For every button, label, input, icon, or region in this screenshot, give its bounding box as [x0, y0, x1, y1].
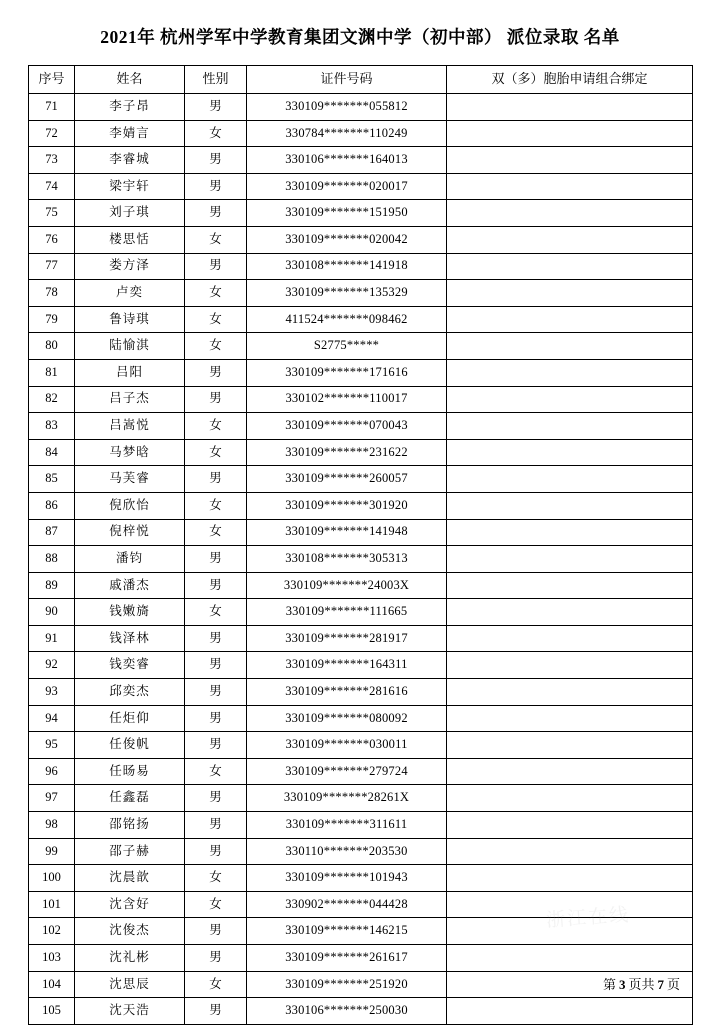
table-row — [29, 971, 693, 998]
cell-twin — [447, 466, 693, 493]
cell-name: 任炬仰 — [75, 705, 185, 732]
cell-index: 92 — [29, 652, 75, 679]
table-row — [29, 333, 693, 360]
cell-sex: 男 — [185, 200, 247, 227]
cell-id: 330109*******231622 — [247, 439, 447, 466]
cell-twin — [447, 652, 693, 679]
roster-table — [28, 65, 693, 1025]
cell-id: 330106*******250030 — [247, 998, 447, 1025]
cell-sex: 男 — [185, 173, 247, 200]
cell-name: 吕嵩悦 — [75, 413, 185, 440]
cell-index: 76 — [29, 226, 75, 253]
cell-id: 330109*******146215 — [247, 918, 447, 945]
column-header-sex: 性别 — [185, 66, 247, 94]
cell-index: 82 — [29, 386, 75, 413]
cell-id: S2775***** — [247, 333, 447, 360]
footer-total-pages: 7 — [657, 977, 664, 992]
cell-sex: 男 — [185, 785, 247, 812]
cell-twin — [447, 226, 693, 253]
cell-sex: 男 — [185, 466, 247, 493]
cell-id: 330109*******135329 — [247, 280, 447, 307]
table-row — [29, 732, 693, 759]
cell-id: 330109*******281917 — [247, 625, 447, 652]
table-row — [29, 812, 693, 839]
cell-index: 93 — [29, 679, 75, 706]
cell-id: 330109*******055812 — [247, 94, 447, 121]
table-row — [29, 439, 693, 466]
cell-sex: 男 — [185, 679, 247, 706]
footer-middle: 页共 — [628, 977, 655, 992]
cell-index: 77 — [29, 253, 75, 280]
cell-sex: 女 — [185, 439, 247, 466]
cell-sex: 女 — [185, 280, 247, 307]
cell-sex: 女 — [185, 599, 247, 626]
cell-id: 330109*******080092 — [247, 705, 447, 732]
table-row — [29, 652, 693, 679]
table-row — [29, 200, 693, 227]
cell-id: 330106*******164013 — [247, 147, 447, 174]
cell-twin — [447, 519, 693, 546]
table-row — [29, 865, 693, 892]
cell-index: 86 — [29, 492, 75, 519]
cell-sex: 女 — [185, 758, 247, 785]
cell-index: 105 — [29, 998, 75, 1025]
table-row — [29, 838, 693, 865]
cell-id: 330109*******260057 — [247, 466, 447, 493]
cell-name: 沈天浩 — [75, 998, 185, 1025]
cell-index: 87 — [29, 519, 75, 546]
cell-twin — [447, 173, 693, 200]
cell-id: 330109*******020042 — [247, 226, 447, 253]
cell-id: 411524*******098462 — [247, 306, 447, 333]
table-row — [29, 253, 693, 280]
cell-index: 80 — [29, 333, 75, 360]
cell-twin — [447, 812, 693, 839]
cell-id: 330109*******111665 — [247, 599, 447, 626]
watermark-text: 浙江在线 — [545, 904, 631, 932]
cell-sex: 男 — [185, 386, 247, 413]
cell-twin — [447, 732, 693, 759]
cell-index: 100 — [29, 865, 75, 892]
column-header-name: 姓名 — [75, 66, 185, 94]
cell-sex: 男 — [185, 838, 247, 865]
cell-id: 330109*******261617 — [247, 945, 447, 972]
cell-name: 沈礼彬 — [75, 945, 185, 972]
table-row — [29, 625, 693, 652]
cell-id: 330109*******301920 — [247, 492, 447, 519]
cell-index: 89 — [29, 572, 75, 599]
cell-name: 任鑫磊 — [75, 785, 185, 812]
cell-name: 倪欣怡 — [75, 492, 185, 519]
table-row — [29, 546, 693, 573]
cell-id: 330109*******24003X — [247, 572, 447, 599]
cell-id: 330109*******141948 — [247, 519, 447, 546]
cell-twin — [447, 147, 693, 174]
cell-id: 330109*******151950 — [247, 200, 447, 227]
cell-index: 79 — [29, 306, 75, 333]
cell-id: 330109*******28261X — [247, 785, 447, 812]
cell-twin — [447, 918, 693, 945]
cell-twin — [447, 492, 693, 519]
cell-twin — [447, 891, 693, 918]
column-header-twin: 双（多）胞胎申请组合绑定 — [447, 66, 693, 94]
footer-prefix: 第 — [602, 977, 616, 992]
cell-twin — [447, 439, 693, 466]
cell-sex: 男 — [185, 945, 247, 972]
table-header-row — [29, 66, 693, 94]
cell-twin — [447, 306, 693, 333]
cell-name: 楼思恬 — [75, 226, 185, 253]
table-body — [29, 94, 693, 1025]
cell-id: 330108*******305313 — [247, 546, 447, 573]
cell-name: 邵子赫 — [75, 838, 185, 865]
cell-twin — [447, 865, 693, 892]
cell-index: 91 — [29, 625, 75, 652]
table-row — [29, 891, 693, 918]
cell-index: 75 — [29, 200, 75, 227]
cell-sex: 男 — [185, 253, 247, 280]
cell-twin — [447, 572, 693, 599]
cell-id: 330109*******070043 — [247, 413, 447, 440]
cell-twin — [447, 838, 693, 865]
cell-sex: 男 — [185, 732, 247, 759]
table-row — [29, 599, 693, 626]
cell-sex: 男 — [185, 147, 247, 174]
table-row — [29, 998, 693, 1025]
table-row — [29, 94, 693, 121]
cell-id: 330109*******101943 — [247, 865, 447, 892]
table-row — [29, 359, 693, 386]
cell-sex: 女 — [185, 971, 247, 998]
cell-twin — [447, 280, 693, 307]
footer-suffix: 页 — [666, 977, 680, 992]
table-row — [29, 147, 693, 174]
cell-index: 90 — [29, 599, 75, 626]
table-row — [29, 173, 693, 200]
cell-name: 钱嫩旖 — [75, 599, 185, 626]
cell-id: 330109*******164311 — [247, 652, 447, 679]
cell-id: 330109*******020017 — [247, 173, 447, 200]
cell-id: 330109*******251920 — [247, 971, 447, 998]
cell-name: 卢奕 — [75, 280, 185, 307]
cell-name: 沈俊杰 — [75, 918, 185, 945]
cell-index: 71 — [29, 94, 75, 121]
cell-sex: 男 — [185, 625, 247, 652]
cell-sex: 男 — [185, 94, 247, 121]
cell-name: 李睿城 — [75, 147, 185, 174]
table-row — [29, 679, 693, 706]
cell-sex: 男 — [185, 652, 247, 679]
cell-sex: 男 — [185, 918, 247, 945]
table-row — [29, 466, 693, 493]
cell-twin — [447, 998, 693, 1025]
cell-name: 邱奕杰 — [75, 679, 185, 706]
cell-index: 99 — [29, 838, 75, 865]
table-row — [29, 413, 693, 440]
table-row — [29, 226, 693, 253]
table-row — [29, 705, 693, 732]
cell-sex: 女 — [185, 519, 247, 546]
cell-id: 330109*******171616 — [247, 359, 447, 386]
cell-sex: 女 — [185, 306, 247, 333]
cell-name: 沈含好 — [75, 891, 185, 918]
cell-index: 74 — [29, 173, 75, 200]
cell-twin — [447, 599, 693, 626]
cell-index: 104 — [29, 971, 75, 998]
cell-id: 330109*******281616 — [247, 679, 447, 706]
cell-index: 85 — [29, 466, 75, 493]
cell-twin — [447, 625, 693, 652]
cell-name: 潘钧 — [75, 546, 185, 573]
cell-name: 钱奕睿 — [75, 652, 185, 679]
table-row — [29, 785, 693, 812]
cell-name: 马梦晗 — [75, 439, 185, 466]
cell-twin — [447, 413, 693, 440]
table-row — [29, 572, 693, 599]
cell-sex: 男 — [185, 572, 247, 599]
table-row — [29, 120, 693, 147]
cell-sex: 女 — [185, 333, 247, 360]
cell-index: 95 — [29, 732, 75, 759]
cell-id: 330109*******311611 — [247, 812, 447, 839]
cell-sex: 男 — [185, 705, 247, 732]
cell-twin — [447, 758, 693, 785]
cell-sex: 女 — [185, 413, 247, 440]
cell-sex: 男 — [185, 359, 247, 386]
cell-index: 83 — [29, 413, 75, 440]
cell-name: 戚潘杰 — [75, 572, 185, 599]
cell-twin — [447, 546, 693, 573]
table-row — [29, 386, 693, 413]
cell-twin — [447, 253, 693, 280]
cell-id: 330902*******044428 — [247, 891, 447, 918]
cell-sex: 女 — [185, 891, 247, 918]
cell-name: 刘子琪 — [75, 200, 185, 227]
cell-sex: 女 — [185, 120, 247, 147]
column-header-index: 序号 — [29, 66, 75, 94]
cell-index: 97 — [29, 785, 75, 812]
table-header — [29, 66, 693, 94]
cell-name: 娄方泽 — [75, 253, 185, 280]
cell-name: 吕阳 — [75, 359, 185, 386]
cell-twin — [447, 120, 693, 147]
cell-name: 沈晨歆 — [75, 865, 185, 892]
cell-name: 鲁诗琪 — [75, 306, 185, 333]
cell-name: 任俊帆 — [75, 732, 185, 759]
column-header-id: 证件号码 — [247, 66, 447, 94]
cell-twin — [447, 333, 693, 360]
cell-name: 钱泽林 — [75, 625, 185, 652]
cell-name: 李子昂 — [75, 94, 185, 121]
table-row — [29, 519, 693, 546]
cell-index: 98 — [29, 812, 75, 839]
page-footer — [603, 974, 680, 993]
cell-index: 84 — [29, 439, 75, 466]
cell-name: 梁宇轩 — [75, 173, 185, 200]
cell-twin — [447, 705, 693, 732]
table-row — [29, 918, 693, 945]
cell-id: 330109*******030011 — [247, 732, 447, 759]
cell-name: 任旸易 — [75, 758, 185, 785]
cell-index: 96 — [29, 758, 75, 785]
cell-sex: 男 — [185, 812, 247, 839]
cell-name: 邵铭扬 — [75, 812, 185, 839]
cell-id: 330784*******110249 — [247, 120, 447, 147]
table-row — [29, 945, 693, 972]
cell-index: 94 — [29, 705, 75, 732]
cell-index: 103 — [29, 945, 75, 972]
cell-sex: 男 — [185, 546, 247, 573]
cell-twin — [447, 94, 693, 121]
table-row — [29, 492, 693, 519]
table-row — [29, 758, 693, 785]
table-row — [29, 306, 693, 333]
cell-name: 沈思辰 — [75, 971, 185, 998]
cell-sex: 男 — [185, 998, 247, 1025]
cell-twin — [447, 359, 693, 386]
cell-sex: 女 — [185, 226, 247, 253]
cell-name: 吕子杰 — [75, 386, 185, 413]
cell-index: 81 — [29, 359, 75, 386]
page-title: 2021年 杭州学军中学教育集团文渊中学（初中部） 派位录取 名单 — [100, 27, 620, 47]
cell-twin — [447, 945, 693, 972]
cell-twin — [447, 679, 693, 706]
cell-sex: 女 — [185, 865, 247, 892]
cell-index: 78 — [29, 280, 75, 307]
cell-name: 李婧言 — [75, 120, 185, 147]
cell-id: 330102*******110017 — [247, 386, 447, 413]
cell-sex: 女 — [185, 492, 247, 519]
cell-id: 330110*******203530 — [247, 838, 447, 865]
cell-index: 102 — [29, 918, 75, 945]
cell-index: 72 — [29, 120, 75, 147]
cell-twin — [447, 386, 693, 413]
cell-twin — [447, 200, 693, 227]
cell-index: 73 — [29, 147, 75, 174]
cell-name: 倪梓悦 — [75, 519, 185, 546]
cell-id: 330108*******141918 — [247, 253, 447, 280]
cell-index: 101 — [29, 891, 75, 918]
cell-twin — [447, 785, 693, 812]
cell-name: 陆愉淇 — [75, 333, 185, 360]
cell-name: 马芙睿 — [75, 466, 185, 493]
table-row — [29, 280, 693, 307]
cell-index: 88 — [29, 546, 75, 573]
cell-id: 330109*******279724 — [247, 758, 447, 785]
footer-current-page: 3 — [618, 977, 626, 992]
